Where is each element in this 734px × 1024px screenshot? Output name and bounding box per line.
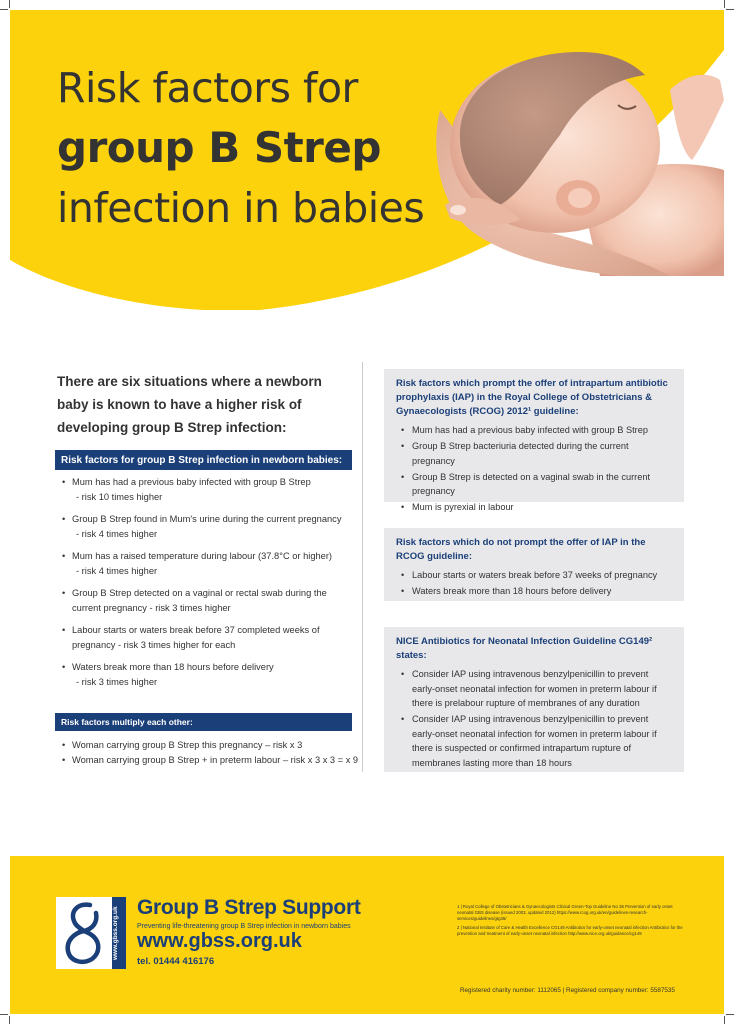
- intro-text: There are six situations where a newborn baby is known to have a higher risk of developing group B Strep infection:: [57, 374, 322, 435]
- crop-mark: [9, 0, 10, 8]
- registration-numbers: Registered charity number: 1112065 | Registered company number: 5587535: [460, 987, 675, 994]
- crop-mark: [9, 1016, 10, 1024]
- list-item: • Group B Strep bacteriuria detected during the current pregnancy: [396, 439, 672, 468]
- list-item: • Woman carrying group B Strep this pregnancy – risk x 3: [62, 738, 362, 753]
- list-item: • Mum has a raised temperature during labour (37.8°C or higher) - risk 4 times higher: [62, 549, 357, 578]
- list-item: • Consider IAP using intravenous benzylpenicillin to prevent early-onset neonatal infection for women in preterm labour if there is suspected or confirmed intrapartum rupture of membranes lasting more than 18 hours: [396, 712, 672, 770]
- title-line-1: Risk factors for: [57, 64, 358, 112]
- list-item: • Consider IAP using intravenous benzylpenicillin to prevent early-onset neonatal infection for women in preterm labour if there is prelabour rupture of membranes of any duration: [396, 667, 672, 711]
- baby-photo: [430, 40, 724, 276]
- list-item: • Group B Strep is detected on a vaginal swab in the current pregnancy: [396, 470, 672, 499]
- org-telephone: tel. 01444 416176: [137, 956, 215, 967]
- list-item: • Waters break more than 18 hours before delivery - risk 3 times higher: [62, 660, 357, 689]
- newborn-risks-heading-text: Risk factors for group B Strep infection in newborn babies:: [61, 454, 343, 466]
- org-website-link[interactable]: www.gbss.org.uk: [137, 930, 302, 952]
- list-item: • Group B Strep found in Mum's urine during the current pregnancy - risk 4 times higher: [62, 512, 357, 541]
- crop-mark: [724, 1016, 725, 1024]
- rcog-risk-box: [384, 369, 684, 512]
- multiply-list: [62, 738, 362, 767]
- list-item: • Mum is pyrexial in labour: [396, 500, 672, 515]
- list-item: • Mum has had a previous baby infected with group B Strep: [396, 423, 672, 438]
- list-item: • Mum has had a previous baby infected with group B Strep - risk 10 times higher: [62, 475, 357, 504]
- rcog-risk-list: [396, 423, 672, 515]
- crop-mark: [726, 9, 734, 10]
- crop-mark: [0, 1014, 8, 1015]
- page-title: [57, 58, 424, 238]
- no-iap-box: [384, 528, 684, 601]
- crop-mark: [724, 0, 725, 8]
- multiply-heading: [55, 713, 352, 731]
- title-line-3: infection in babies: [57, 184, 425, 232]
- multiply-heading-text: Risk factors multiply each other:: [61, 717, 193, 727]
- rcog-risk-heading: Risk factors which prompt the offer of intrapartum antibiotic prophylaxis (IAP) in the Royal College of Obstetricians & Gynaecologists (RCOG) 2012¹ guideline:: [396, 378, 668, 417]
- list-item: • Labour starts or waters break before 37 completed weeks of pregnancy - risk 3 times higher for each: [62, 623, 357, 652]
- nice-guideline-heading: NICE Antibiotics for Neonatal Infection Guideline CG149² states:: [396, 636, 653, 661]
- nice-guideline-list: [396, 667, 672, 770]
- no-iap-list: [396, 568, 672, 599]
- references: [457, 904, 687, 940]
- reference-2: 2 | National Institute of Care & Health Excellence CG149 Antibiotics for early-onset neonatal infection Antibiotics for the prevention and treatment of early-onset neonatal infection http://www.nice.org.uk/guidance/cg149: [457, 925, 683, 936]
- reference-1: 1 | Royal College of Obstetricians & Gynaecologists Clinical Green-Top Guideline No 36 Prevention of early onset neonatal GBS disease (issued 2003, updated 2012) https://www.rcog.org.uk/en/guidelines-research-services/guidelines/gtg36/: [457, 904, 673, 921]
- newborn-risks-list: [62, 475, 357, 689]
- newborn-risks-heading: [55, 450, 352, 470]
- crop-mark: [726, 1014, 734, 1015]
- list-item: • Waters break more than 18 hours before delivery: [396, 584, 672, 599]
- column-divider: [362, 362, 363, 772]
- org-tagline: Preventing life-threatening group B Strep infection in newborn babies: [137, 923, 351, 930]
- org-name: Group B Strep Support: [137, 896, 361, 919]
- crop-mark: [0, 9, 8, 10]
- title-line-2: group B Strep: [57, 123, 381, 172]
- no-iap-heading: Risk factors which do not prompt the offer of IAP in the RCOG guideline:: [396, 537, 646, 562]
- nice-guideline-box: [384, 627, 684, 772]
- logo-side-url: www.gbss.org.uk: [112, 897, 126, 969]
- list-item: • Woman carrying group B Strep + in preterm labour – risk x 3 x 3 = x 9: [62, 753, 362, 768]
- list-item: • Labour starts or waters break before 37 weeks of pregnancy: [396, 568, 672, 583]
- gbss-logo-mark: [56, 897, 112, 969]
- list-item: • Group B Strep detected on a vaginal or rectal swab during the current pregnancy - risk 3 times higher: [62, 586, 357, 615]
